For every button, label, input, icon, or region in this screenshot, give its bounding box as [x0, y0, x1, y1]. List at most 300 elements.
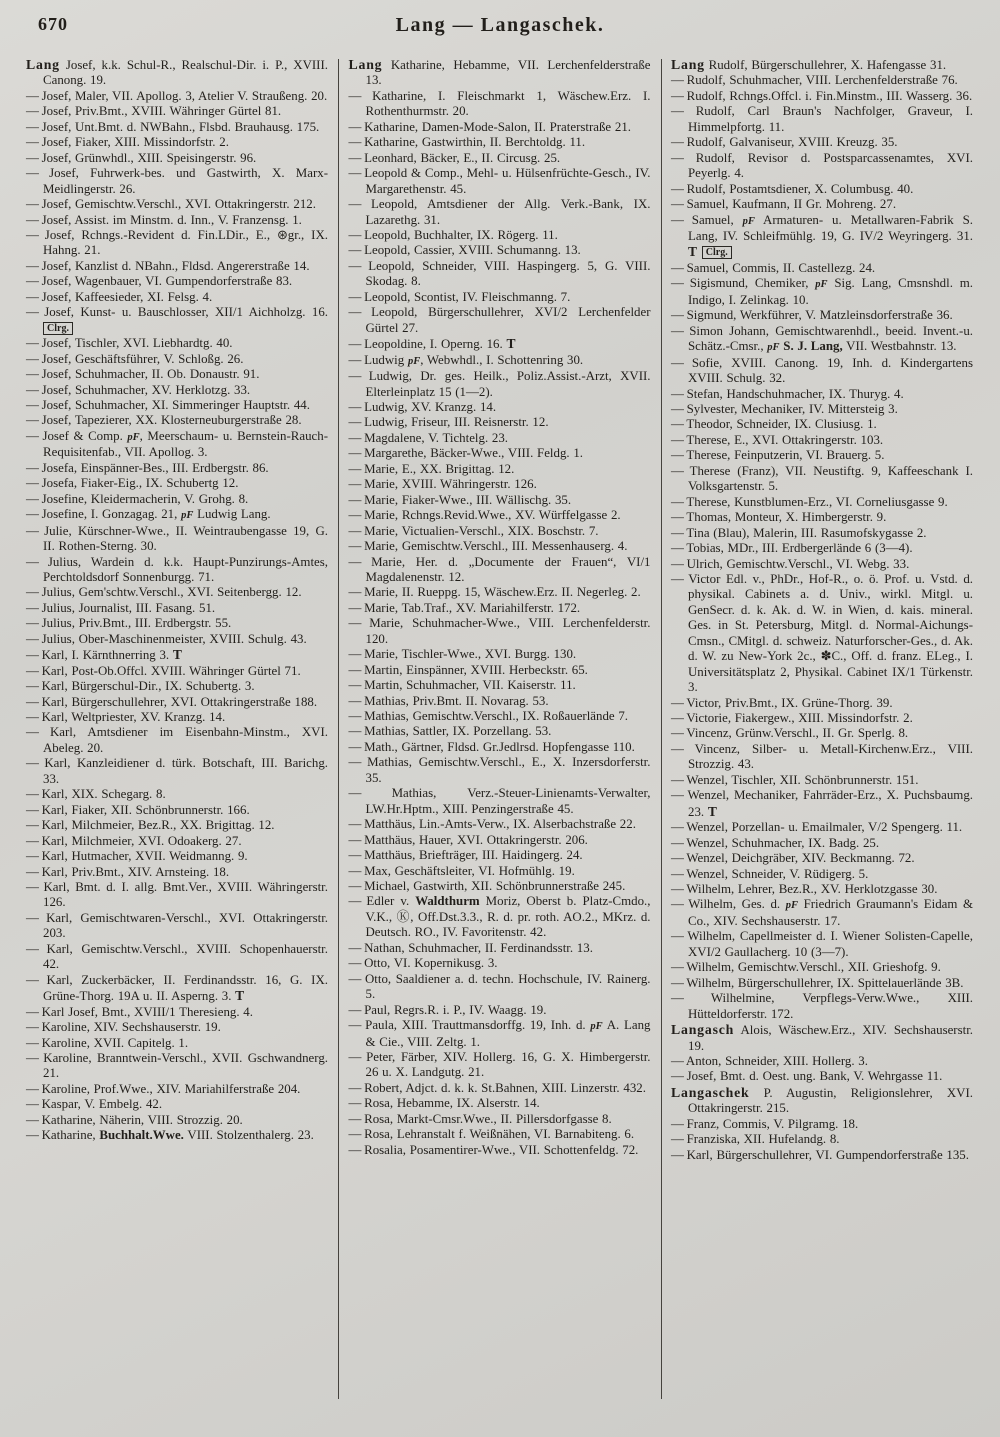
ditto-dash: — — [671, 448, 683, 463]
directory-entry: — Math., Gärtner, Fldsd. Gr.Jedlrsd. Hopfengasse 110. — [348, 739, 635, 754]
directory-entry: — Mathias, Verz.-Steuer-Linienamts-Verwalter, LW.Hr.Hptm., XIII. Penzingerstraße 45. — [348, 786, 651, 816]
ditto-dash: — — [671, 975, 683, 990]
ditto-dash: — — [671, 1132, 683, 1147]
directory-entry: — Karl, Gemischtwaren-Verschl., XVI. Ottakringerstr. 203. — [26, 910, 328, 941]
directory-entry: — Theodor, Schneider, IX. Clusiusg. 1. — [671, 417, 877, 432]
directory-entry: — Rudolf, Galvaniseur, XVIII. Kreuzg. 35. — [671, 135, 898, 150]
directory-entry: — Rudolf, Carl Braun's Nachfolger, Graveur, I. Himmelpfortg. 11. — [671, 104, 973, 134]
ditto-dash: — — [671, 556, 683, 571]
directory-entry: — Josef, Schuhmacher, XI. Simmeringer Hauptstr. 44. — [26, 397, 310, 412]
ditto-dash: — — [348, 879, 361, 894]
ditto-dash: — — [671, 835, 683, 850]
directory-column-2 — [347, 57, 654, 1429]
ditto-dash: — — [671, 897, 683, 912]
ditto-dash: — — [348, 337, 361, 352]
ditto-dash: — — [26, 679, 38, 694]
ditto-dash: — — [348, 585, 361, 600]
ditto-dash: — — [348, 817, 361, 832]
directory-entry: — Rudolf, Revisor d. Postsparcassenamtes, XVI. Peyerlg. 4. — [671, 150, 973, 181]
ditto-dash: — — [26, 289, 38, 304]
directory-entry: — Mathias, Priv.Bmt. II. Novarag. 53. — [348, 693, 549, 708]
directory-entry: — Karl, Bürgerschullehrer, XVI. Ottakringerstraße 188. — [26, 694, 318, 709]
directory-entry: — Josef & Comp. pF, Meerschaum- u. Bernstein-Rauch-Requisitenfab., VII. Apollog. 3. — [26, 428, 328, 460]
directory-entry: — Karl, I. Kärnthnerring 3. T — [26, 647, 183, 663]
ditto-dash: — — [26, 351, 38, 366]
ditto-dash: — — [348, 647, 361, 662]
directory-entry: — Ludwig pF, Webwhdl., I. Schottenring 30. — [348, 352, 584, 367]
ditto-dash: — — [348, 477, 361, 492]
directory-entry: — Sigismund, Chemiker, pF Sig. Lang, Cmsnshdl. m. Indigo, I. Zelinkag. 10. — [671, 276, 973, 307]
ditto-dash: — — [26, 336, 38, 351]
directory-entry: — Karl, Bürgerschullehrer, VI. Gumpendorferstraße 135. — [671, 1147, 969, 1162]
ditto-dash: — — [26, 212, 38, 227]
directory-entry: — Martin, Einspänner, XVIII. Herbeckstr. 65. — [348, 662, 588, 677]
firm-mark-icon: pF — [767, 342, 780, 354]
directory-entry: — Katharine, Näherin, VIII. Strozzig. 20. — [26, 1112, 243, 1127]
directory-entry: — Marie, XVIII. Währingerstr. 126. — [348, 477, 537, 492]
directory-entry: — Karoline, Branntwein-Verschl., XVII. Gschwandnerg. 21. — [26, 1051, 328, 1081]
ditto-dash: — — [348, 863, 361, 878]
ditto-dash: — — [26, 631, 38, 646]
page-title: Lang — Langaschek. — [395, 14, 605, 36]
ditto-dash: — — [348, 739, 361, 754]
ditto-dash: — — [348, 430, 361, 445]
ditto-dash: — — [348, 693, 361, 708]
ditto-dash: — — [348, 399, 361, 414]
directory-entry: — Karl, XIX. Schegarg. 8. — [26, 787, 166, 802]
ditto-dash: — — [671, 1054, 683, 1068]
directory-entry: — Karl, Fiaker, XII. Schönbrunnerstr. 166. — [26, 802, 250, 817]
ditto-dash: — — [348, 227, 361, 242]
directory-entry: — Ulrich, Gemischtw.Verschl., VI. Webg. 33. — [671, 556, 910, 571]
directory-entry: Lang Josef, k.k. Schul-R., Realschul-Dir. i. P., XVIII. Canong. 19. — [26, 57, 328, 88]
ditto-dash: — — [671, 494, 683, 509]
directory-entry: — Victor, Priv.Bmt., IX. Grüne-Thorg. 39. — [671, 695, 893, 710]
ditto-dash: — — [26, 1004, 38, 1019]
ditto-dash: — — [26, 648, 38, 663]
directory-entry: — Matthäus, Lin.-Amts-Verw., IX. Alserbachstraße 22. — [348, 817, 636, 832]
directory-entry: — Josef, Fuhrwerk-bes. und Gastwirth, X. Marx-Meidlingerstr. 26. — [26, 166, 328, 196]
directory-entry: Langaschek P. Augustin, Religionslehrer, XVI. Ottakringerstr. 215. — [671, 1084, 973, 1116]
ditto-dash: — — [671, 212, 683, 227]
directory-entry: — Vincenz, Grünw.Verschl., II. Gr. Sperlg. 8. — [671, 726, 909, 741]
directory-entry: — Katharine, Damen-Mode-Salon, II. Praterstraße 21. — [348, 119, 631, 134]
ditto-dash: — — [348, 1127, 361, 1142]
ditto-dash: — — [26, 460, 38, 475]
ditto-dash: — — [26, 88, 38, 103]
directory-entry: — Paul, Regrs.R. i. P., IV. Waagg. 19. — [348, 1002, 547, 1017]
ditto-dash: — — [348, 135, 361, 150]
directory-entry: — Ludwig, XV. Kranzg. 14. — [348, 399, 497, 414]
directory-entry: — Marie, Tab.Traf., XV. Mariahilferstr. 172. — [348, 600, 581, 615]
directory-entry: — Rudolf, Schuhmacher, VIII. Lerchenfelderstraße 76. — [671, 73, 958, 88]
directory-entry: — Robert, Adjct. d. k. k. St.Bahnen, XIII. Linzerstr. 432. — [348, 1080, 646, 1095]
ditto-dash: — — [671, 197, 683, 212]
firm-mark-icon: pF — [590, 1021, 603, 1033]
ditto-dash: — — [26, 476, 38, 491]
ditto-dash: — — [348, 119, 361, 134]
ditto-dash: — — [348, 243, 361, 258]
ditto-dash: — — [26, 119, 38, 134]
directory-entry: — Karl, Post-Ob.Offcl. XVIII. Währinger Gürtel 71. — [26, 663, 301, 678]
directory-entry: — Therese, E., XVI. Ottakringerstr. 103. — [671, 432, 884, 447]
directory-entry: — Josef, Schuhmacher, II. Ob. Donaustr. 91. — [26, 367, 260, 382]
ditto-dash: — — [671, 104, 683, 119]
ditto-dash: — — [671, 417, 683, 432]
directory-columns — [0, 57, 1000, 1437]
directory-entry: — Josefine, Kleidermacherin, V. Grohg. 8. — [26, 491, 249, 506]
directory-entry: — Sylvester, Mechaniker, IV. Mittersteig 3. — [671, 401, 898, 416]
directory-entry: — Leopold, Scontist, IV. Fleischmanng. 7. — [348, 289, 571, 304]
ditto-dash: — — [348, 1002, 361, 1017]
directory-entry: — Wenzel, Deichgräber, XIV. Beckmanng. 72. — [671, 851, 915, 866]
directory-entry: — Josef, Tapezierer, XX. Klosterneuburgerstraße 28. — [26, 413, 302, 428]
ditto-dash: — — [26, 507, 38, 522]
directory-entry: — Rudolf, Postamtsdiener, X. Columbusg. 40. — [671, 181, 914, 196]
ditto-dash: — — [671, 525, 683, 540]
directory-entry: — Martin, Schuhmacher, VII. Kaiserstr. 11. — [348, 678, 576, 693]
directory-entry: — Nathan, Schuhmacher, II. Ferdinandsstr. 13. — [348, 940, 593, 955]
directory-entry: — Josef, Unt.Bmt. d. NWBahn., Flsbd. Brauhausg. 175. — [26, 119, 320, 134]
directory-entry: — Katharine, I. Fleischmarkt 1, Wäschew.Erz. I. Rothenthurmstr. 20. — [348, 88, 651, 119]
directory-entry: — Julius, Gem'schtw.Verschl., XVI. Seitenbergg. 12. — [26, 585, 302, 600]
directory-entry: — Mathias, Gemischtw.Verschl., IX. Roßauerlände 7. — [348, 709, 629, 724]
directory-entry: — Julius, Wardein d. k.k. Haupt-Punzirungs-Amtes, Perchtoldsdorf Sonnenburgg. 71. — [26, 554, 328, 584]
ditto-dash: — — [348, 940, 361, 955]
directory-entry: — Karl, Milchmeier, Bez.R., XX. Brigittag. 12. — [26, 818, 275, 833]
ditto-dash: — — [348, 1096, 361, 1111]
directory-entry: — Mathias, Sattler, IX. Porzellang. 53. — [348, 724, 552, 739]
firm-mark-icon: pF — [785, 900, 798, 912]
surname-lead: Lang — [348, 57, 383, 72]
directory-entry: — Leopold, Buchhalter, IX. Rögerg. 11. — [348, 227, 558, 242]
ditto-dash: — — [26, 274, 38, 289]
ditto-dash: — — [26, 1035, 38, 1050]
directory-entry: — Katharine, Buchhalt.Wwe. VIII. Stolzenthalerg. 23. — [26, 1128, 314, 1143]
directory-entry: — Peter, Färber, XIV. Hollerg. 16, G. X. Himbergerstr. 26 u. X. Landgutg. 21. — [348, 1050, 651, 1080]
directory-entry: — Julius, Priv.Bmt., III. Erdbergstr. 55. — [26, 616, 232, 631]
directory-entry: — Josef, Kanzlist d. NBahn., Fldsd. Angererstraße 14. — [26, 258, 310, 273]
ditto-dash: — — [348, 88, 361, 103]
directory-entry: — Josef, Rchngs.-Revident d. Fin.LDir., E., ⊛gr., IX. Hahng. 21. — [26, 227, 328, 258]
directory-entry: — Therese, Feinputzerin, VI. Brauerg. 5. — [671, 448, 885, 463]
ditto-dash: — — [348, 197, 361, 212]
directory-entry: — Karl, Kanzleidiener d. türk. Botschaft, III. Barichg. 33. — [26, 756, 328, 786]
ditto-dash: — — [671, 1147, 683, 1162]
column-divider — [661, 59, 662, 1399]
ditto-dash: — — [671, 260, 683, 275]
ditto-dash: — — [26, 756, 38, 771]
directory-entry: — Wilhelm, Ges. d. pF Friedrich Graumann's Eidam & Co., XIV. Sechshauserstr. 17. — [671, 897, 973, 928]
directory-entry: — Josef, Bmt. d. Oest. ung. Bank, V. Wehrgasse 11. — [671, 1069, 943, 1084]
ditto-dash: — — [671, 432, 683, 447]
directory-column-3 — [669, 57, 976, 1429]
directory-entry: — Josef, Grünwhdl., XIII. Speisingerstr. 96. — [26, 150, 257, 165]
ditto-dash: — — [26, 397, 38, 412]
directory-entry: — Wilhelm, Lehrer, Bez.R., XV. Herklotzgasse 30. — [671, 882, 938, 897]
ditto-dash: — — [348, 166, 361, 181]
directory-entry: — Katharine, Gastwirthin, II. Berchtoldg. 11. — [348, 135, 586, 150]
ditto-dash: — — [348, 894, 361, 909]
directory-entry: — Sofie, XVIII. Canong. 19, Inh. d. Kindergartens XVIII. Schulg. 32. — [671, 355, 973, 386]
directory-entry: — Marie, Rchngs.Revid.Wwe., XV. Würffelgasse 2. — [348, 508, 621, 523]
ditto-dash: — — [348, 305, 361, 320]
ditto-dash: — — [348, 289, 361, 304]
directory-entry: — Samuel, Kaufmann, II Gr. Mohreng. 27. — [671, 197, 897, 212]
directory-entry: — Karl, Zuckerbäcker, II. Ferdinandsstr. 16, G. IX. Grüne-Thorg. 19A u. II. Asperng. 3. T — [26, 972, 328, 1004]
ditto-dash: — — [26, 554, 38, 569]
directory-entry: — Matthäus, Briefträger, III. Haidingerg. 24. — [348, 848, 583, 863]
ditto-dash: — — [671, 150, 683, 165]
directory-entry: — Ludwig, Friseur, III. Reisnerstr. 12. — [348, 415, 549, 430]
ditto-dash: — — [348, 1050, 361, 1064]
directory-entry: — Karl, Hutmacher, XVII. Weidmanng. 9. — [26, 849, 248, 864]
ditto-dash: — — [348, 415, 361, 430]
directory-entry: — Josef, Gemischtw.Verschl., XVI. Ottakringerstr. 212. — [26, 197, 316, 212]
telephone-icon: T — [688, 244, 699, 260]
ditto-dash: — — [671, 1069, 683, 1084]
directory-entry: — Wenzel, Mechaniker, Fahrräder-Erz., X. Puchsbaumg. 23. T — [671, 788, 973, 819]
directory-entry: — Josef, Kaffeesieder, XI. Felsg. 4. — [26, 289, 213, 304]
directory-entry: — Leonhard, Bäcker, E., II. Circusg. 25. — [348, 150, 561, 165]
firm-mark-icon: pF — [815, 279, 828, 291]
ditto-dash: — — [26, 305, 38, 320]
directory-entry: — Karl, Priv.Bmt., XIV. Arnsteing. 18. — [26, 864, 230, 879]
bold-firm-name: Waldthurm — [415, 894, 480, 909]
surname-lead: Lang — [671, 57, 705, 72]
directory-entry: — Otto, Saaldiener a. d. techn. Hochschule, IV. Rainerg. 5. — [348, 971, 651, 1002]
directory-entry: — Kaspar, V. Embelg. 42. — [26, 1097, 163, 1112]
directory-entry: — Julius, Ober-Maschinenmeister, XVIII. Schulg. 43. — [26, 631, 307, 646]
directory-entry: — Marie, Victualien-Verschl., XIX. Boschstr. 7. — [348, 523, 599, 538]
firm-mark-icon: pF — [127, 431, 140, 443]
ditto-dash: — — [671, 711, 683, 726]
ditto-dash: — — [348, 755, 361, 770]
ditto-dash: — — [26, 523, 38, 538]
ditto-dash: — — [26, 135, 38, 150]
directory-entry: — Edler v. Waldthurm Moriz, Oberst b. Platz-Cmdo., V.K., Ⓚ, Off.Dst.3.3., R. d. pr. roth. AO.2., MKrz. d. Deutsch. RO., IV. Favoritenstr. 42. — [348, 894, 651, 940]
directory-entry: — Stefan, Handschuhmacher, IX. Thuryg. 4. — [671, 386, 904, 401]
ditto-dash: — — [26, 150, 38, 165]
directory-entry: — Wenzel, Schuhmacher, IX. Badg. 25. — [671, 835, 880, 850]
ditto-dash: — — [348, 258, 361, 273]
directory-entry: — Rosa, Lehranstalt f. Weißnähen, VI. Barnabiteng. 6. — [348, 1127, 635, 1142]
directory-entry: — Marie, E., XX. Brigittag. 12. — [348, 461, 515, 476]
ditto-dash: — — [348, 446, 361, 461]
ditto-dash: — — [671, 181, 683, 196]
directory-entry: — Josef, Maler, VII. Apollog. 3, Atelier V. Straußeng. 20. — [26, 88, 328, 103]
directory-entry: — Michael, Gastwirth, XII. Schönbrunnerstraße 245. — [348, 879, 626, 894]
directory-entry: — Leopold, Amtsdiener der Allg. Verk.-Bank, IX. Lazarethg. 31. — [348, 197, 651, 227]
surname-lead: Langasch — [671, 1022, 735, 1038]
directory-entry: — Josefa, Fiaker-Eig., IX. Schubertg 12. — [26, 476, 239, 491]
page-number: 670 — [38, 14, 68, 34]
directory-entry: — Thomas, Monteur, X. Himbergerstr. 9. — [671, 510, 887, 525]
ditto-dash: — — [671, 323, 683, 338]
ditto-dash: — — [671, 726, 683, 741]
ditto-dash: — — [26, 849, 38, 864]
ditto-dash: — — [348, 662, 361, 677]
directory-entry: — Samuel, Commis, II. Castellezg. 24. — [671, 260, 876, 275]
ditto-dash: — — [348, 150, 361, 165]
directory-entry: — Karl, Amtsdiener im Eisenbahn-Minstm., XVI. Abeleg. 20. — [26, 725, 328, 755]
ditto-dash: — — [348, 461, 361, 476]
directory-entry: — Sigmund, Werkführer, V. Matzleinsdorferstraße 36. — [671, 308, 953, 323]
directory-entry: — Karoline, XVII. Capitelg. 1. — [26, 1035, 189, 1050]
ditto-dash: — — [26, 941, 38, 956]
directory-entry: — Vincenz, Silber- u. Metall-Kirchenw.Erz., VIII. Strozzig. 43. — [671, 741, 973, 772]
ditto-dash: — — [671, 882, 683, 897]
ditto-dash: — — [348, 724, 361, 739]
directory-entry: Lang Rudolf, Bürgerschullehrer, X. Hafengasse 31. — [671, 57, 947, 72]
ditto-dash: — — [26, 1097, 38, 1112]
ditto-dash: — — [671, 866, 683, 881]
telephone-icon: T — [506, 336, 517, 352]
ditto-dash: — — [26, 367, 38, 382]
directory-entry: — Franziska, XII. Hufelandg. 8. — [671, 1132, 840, 1147]
ditto-dash: — — [671, 401, 683, 416]
directory-entry: — Leopold, Cassier, XVIII. Schumanng. 13. — [348, 243, 581, 258]
directory-entry: — Leopold & Comp., Mehl- u. Hülsenfrüchte-Gesch., IV. Margarethenstr. 45. — [348, 166, 651, 196]
telephone-icon: T — [707, 803, 718, 819]
ditto-dash: — — [26, 585, 38, 600]
directory-entry: — Josefine, I. Gonzagag. 21, pF Ludwig Lang. — [26, 507, 271, 522]
ditto-dash: — — [671, 541, 683, 556]
directory-entry: — Karl, Milchmeier, XVI. Odoakerg. 27. — [26, 833, 242, 848]
directory-entry: — Karl, Gemischtw.Verschl., XVIII. Schopenhauerstr. 42. — [26, 941, 328, 972]
ditto-dash: — — [26, 710, 38, 725]
directory-entry: — Karl, Bürgerschul-Dir., IX. Schubertg. 3. — [26, 679, 255, 694]
ditto-dash: — — [26, 1128, 38, 1143]
directory-entry: — Josef, Kunst- u. Bauschlosser, XII/1 Aichholzg. 16. Clrg. — [26, 305, 328, 334]
ditto-dash: — — [348, 971, 361, 986]
directory-entry: — Otto, VI. Kopernikusg. 3. — [348, 956, 498, 971]
ditto-dash: — — [26, 725, 38, 740]
ditto-dash: — — [26, 1020, 38, 1035]
ditto-dash: — — [26, 227, 38, 242]
ditto-dash: — — [26, 428, 38, 443]
ditto-dash: — — [26, 972, 38, 987]
firm-mark-icon: pF — [407, 355, 421, 367]
directory-entry: — Rosa, Markt-Cmsr.Wwe., II. Pillersdorfgasse 8. — [348, 1111, 612, 1126]
ditto-dash: — — [671, 88, 683, 103]
ditto-dash: — — [348, 600, 361, 615]
directory-entry: — Wilhelm, Gemischtw.Verschl., XII. Grieshofg. 9. — [671, 960, 941, 975]
directory-entry: — Samuel, pF Armaturen- u. Metallwaren-Fabrik S. Lang, IV. Schleifmühlg. 19, G. IV/2 Weyringerg. 31. T Clrg. — [671, 212, 973, 260]
ditto-dash: — — [26, 694, 38, 709]
directory-entry: — Wilhelm, Bürgerschullehrer, IX. Spittelauerlände 3B. — [671, 975, 964, 990]
directory-entry: — Wilhelm, Capellmeister d. I. Wiener Solisten-Capelle, XVI/2 Gaullacherg. 10 (3—7). — [671, 929, 973, 959]
directory-entry: Lang Katharine, Hebamme, VII. Lerchenfelderstraße 13. — [348, 57, 651, 88]
directory-entry: — Josef, Priv.Bmt., XVIII. Währinger Gürtel 81. — [26, 104, 282, 119]
ditto-dash: — — [26, 104, 38, 119]
ditto-dash: — — [671, 510, 683, 525]
ditto-dash: — — [26, 880, 38, 895]
ditto-dash: — — [348, 492, 361, 507]
directory-entry: — Rosa, Hebamme, IX. Alserstr. 14. — [348, 1096, 540, 1111]
ditto-dash: — — [671, 991, 683, 1006]
directory-entry: — Josef, Geschäftsführer, V. Schloßg. 26. — [26, 351, 244, 366]
ditto-dash: — — [348, 539, 361, 554]
ditto-dash: — — [348, 1080, 361, 1095]
ditto-dash: — — [26, 1081, 38, 1096]
directory-entry: — Julie, Kürschner-Wwe., II. Weintraubengasse 19, G. II. Rothen-Sterng. 30. — [26, 523, 328, 554]
directory-entry: — Rosalia, Posamentirer-Wwe., VII. Schottenfeldg. 72. — [348, 1142, 639, 1157]
ditto-dash: — — [348, 709, 361, 724]
ditto-dash: — — [26, 258, 38, 273]
directory-entry: — Marie, Fiaker-Wwe., III. Wällischg. 35. — [348, 492, 572, 507]
surname-lead: Langaschek — [671, 1084, 750, 1100]
directory-entry: — Marie, Her. d. „Documente der Frauen“, VI/1 Magdalenenstr. 12. — [348, 554, 651, 584]
ditto-dash: — — [671, 960, 683, 975]
ditto-dash: — — [671, 355, 683, 370]
ditto-dash: — — [348, 1111, 361, 1126]
ditto-dash: — — [26, 818, 38, 833]
directory-entry: — Karl, Weltpriester, XV. Kranzg. 14. — [26, 710, 226, 725]
ditto-dash: — — [671, 308, 683, 323]
ditto-dash: — — [671, 135, 683, 150]
ditto-dash: — — [348, 554, 361, 569]
directory-column-1 — [24, 57, 331, 1429]
ditto-dash: — — [26, 663, 38, 678]
ditto-dash: — — [671, 820, 683, 835]
directory-entry: — Therese, Kunstblumen-Erz., VI. Corneliusgasse 9. — [671, 494, 948, 509]
ditto-dash: — — [26, 1112, 38, 1127]
ditto-dash: — — [348, 352, 361, 367]
directory-entry: — Josef, Schuhmacher, XV. Herklotzg. 33. — [26, 382, 251, 397]
ditto-dash: — — [26, 382, 38, 397]
ditto-dash: — — [26, 833, 38, 848]
directory-entry: — Ludwig, Dr. ges. Heilk., Poliz.Assist.-Arzt, XVII. Elterleinplatz 15 (1—2). — [348, 369, 651, 399]
directory-entry: — Marie, Schuhmacher-Wwe., VIII. Lerchenfelderstr. 120. — [348, 616, 651, 646]
ditto-dash: — — [671, 386, 683, 401]
directory-entry: — Margarethe, Bäcker-Wwe., VIII. Feldg. 1. — [348, 446, 584, 461]
page-header — [0, 0, 1000, 60]
surname-lead: Lang — [26, 57, 60, 72]
column-divider — [338, 59, 339, 1399]
directory-entry: — Victor Edl. v., PhDr., Hof-R., o. ö. Prof. u. Vstd. d. physikal. Cabinets a. d. Univ., wirkl. Mitgl. u. GenSecr. d. k. Ak. d. W. in Wien, d. kais. mineral. Ges. in St. Petersburg, Mitgl. d. Normal-Aichungs-Cmsn., CMitgl. d. schweiz. Naturforscher-Ges., d. Ak. d. W. zu New-York 2c., ✽C., Off. d. franz. ELeg., I. Universitätsplatz 2, Physikal. Cabinet IX/1 Türkenstr. 3. — [671, 571, 973, 695]
ditto-dash: — — [348, 956, 361, 971]
ditto-dash: — — [671, 463, 683, 478]
directory-entry: — Magdalene, V. Tichtelg. 23. — [348, 430, 509, 445]
clearing-tag: Clrg. — [43, 322, 73, 335]
ditto-dash: — — [26, 1051, 38, 1065]
directory-entry: — Victorie, Fiakergew., XIII. Missindorfstr. 2. — [671, 711, 913, 726]
directory-entry: — Franz, Commis, V. Pilgramg. 18. — [671, 1116, 859, 1131]
ditto-dash: — — [26, 600, 38, 615]
ditto-dash: — — [671, 73, 683, 88]
clearing-tag: Clrg. — [702, 246, 732, 259]
telephone-icon: T — [235, 988, 246, 1004]
directory-entry: — Tina (Blau), Malerin, III. Rasumofskygasse 2. — [671, 525, 927, 540]
bold-firm-name: Buchhalt.Wwe. — [99, 1128, 184, 1143]
directory-entry: — Josef, Tischler, XVI. Liebhardtg. 40. — [26, 336, 233, 351]
directory-entry: — Josef, Wagenbauer, VI. Gumpendorferstraße 83. — [26, 274, 293, 289]
ditto-dash: — — [348, 832, 361, 847]
directory-entry: — Tobias, MDr., III. Erdbergerlände 6 (3—4). — [671, 541, 913, 556]
ditto-dash: — — [671, 788, 683, 803]
ditto-dash: — — [26, 616, 38, 631]
directory-entry: Langasch Alois, Wäschew.Erz., XIV. Sechshauserstr. 19. — [671, 1022, 973, 1053]
ditto-dash: — — [348, 508, 361, 523]
directory-entry: — Julius, Journalist, III. Fasang. 51. — [26, 600, 216, 615]
ditto-dash: — — [348, 523, 361, 538]
ditto-dash: — — [348, 616, 361, 631]
ditto-dash: — — [348, 678, 361, 693]
directory-entry: — Leopold, Schneider, VIII. Haspingerg. 5, G. VIII. Skodag. 8. — [348, 258, 651, 289]
ditto-dash: — — [671, 276, 683, 291]
ditto-dash: — — [26, 787, 38, 802]
